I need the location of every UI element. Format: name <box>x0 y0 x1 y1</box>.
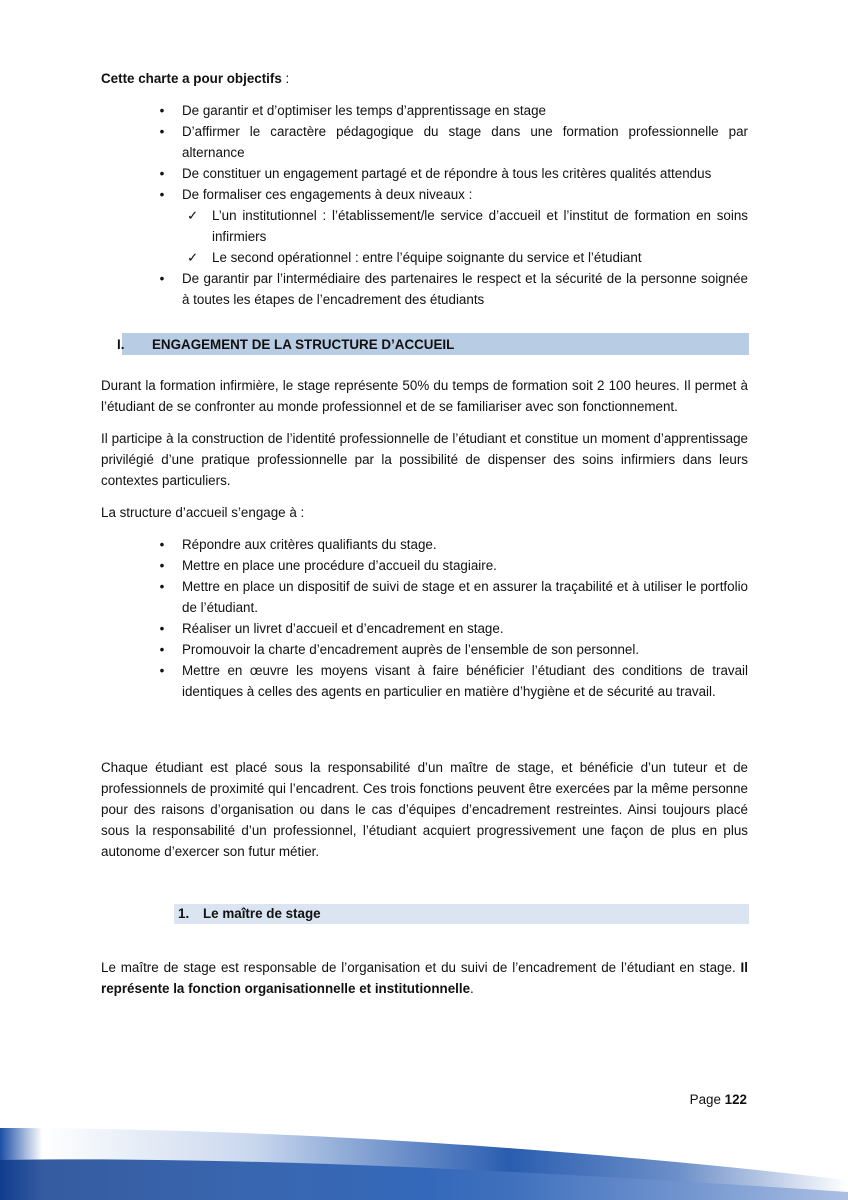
disc-bullet-icon: • <box>159 537 165 552</box>
subsection-body <box>101 957 748 999</box>
section-heading-number: I. <box>117 337 125 352</box>
sub-list-item <box>101 205 748 247</box>
disc-bullet-icon: • <box>159 621 165 636</box>
list-item <box>101 639 748 660</box>
objectives-intro-bold: Cette charte a pour objectifs <box>101 71 282 86</box>
subsection-heading-title: Le maître de stage <box>203 906 321 921</box>
page-label: Page <box>689 1092 721 1107</box>
list-item <box>101 576 748 618</box>
disc-bullet-icon: • <box>159 579 165 594</box>
list-item <box>101 555 748 576</box>
list-item-text: De garantir par l’intermédiaire des partenaires le respect et la sécurité de la personne soignée à toutes les étapes de l’encadrement des étudiants <box>182 271 748 307</box>
paragraph-end: . <box>470 981 474 996</box>
list-item-text: De constituer un engagement partagé et de répondre à tous les critères qualités attendus <box>182 166 712 181</box>
disc-bullet-icon: • <box>159 642 165 657</box>
objectives-block <box>101 68 748 310</box>
sub-list-item-text: Le second opérationnel : entre l’équipe soignante du service et l’étudiant <box>212 250 642 265</box>
list-item-text: Répondre aux critères qualifiants du stage. <box>182 537 437 552</box>
paragraph: Durant la formation infirmière, le stage représente 50% du temps de formation soit 2 100 heures. Il permet à l’étudiant de se confronter au monde professionnel et de se familiariser avec son fonctionnement. <box>101 378 748 414</box>
objectives-intro <box>101 68 748 89</box>
list-item-text: De formaliser ces engagements à deux niveaux : <box>182 187 473 202</box>
list-item <box>101 184 748 205</box>
paragraph: Chaque étudiant est placé sous la responsabilité d’un maître de stage, et bénéficie d’un tuteur et de professionnels de proximité qui l’encadrent. Ces trois fonctions peuvent être exercées par la même personne pour des raisons d’organisation ou dans le cas d’équipes d’encadrement restreintes. Ainsi toujours placé sous la responsabilité d’un professionnel, l’étudiant acquiert progressivement une façon de plus en plus autonome d’exercer son futur métier. <box>101 760 748 859</box>
disc-bullet-icon: • <box>159 124 165 139</box>
paragraph <box>101 957 748 999</box>
paragraph-bold-text: Il représente la fonction organisationnelle et institutionnelle <box>101 960 748 996</box>
disc-bullet-icon: • <box>159 663 165 678</box>
list-item-text: Mettre en œuvre les moyens visant à faire bénéficier l’étudiant des conditions de travail identiques à celles des agents en particulier en matière d’hygiène et de sécurité au travail. <box>182 663 748 699</box>
disc-bullet-icon: • <box>159 187 165 202</box>
list-item <box>101 618 748 639</box>
disc-bullet-icon: • <box>159 271 165 286</box>
section-body <box>101 375 748 702</box>
section-heading-title: ENGAGEMENT DE LA STRUCTURE D’ACCUEIL <box>152 337 455 352</box>
section-closing <box>101 757 748 862</box>
subsection-heading-number: 1. <box>178 906 190 921</box>
paragraph: La structure d’accueil s’engage à : <box>101 505 305 520</box>
page-number <box>690 1092 747 1107</box>
sub-list-item <box>101 247 748 268</box>
list-item-text: Promouvoir la charte d’encadrement auprès de l’ensemble de son personnel. <box>182 642 640 657</box>
list-item <box>101 121 748 163</box>
paragraph: Il participe à la construction de l’identité professionnelle de l’étudiant et constitue un moment d’apprentissage privilégié d’une pratique professionnelle par la possibilité de dispenser des soins infirmiers dans leurs contextes particuliers. <box>101 431 748 488</box>
paragraph-text: Le maître de stage est responsable de l’organisation et du suivi de l’encadrement de l’étudiant en stage. <box>101 960 741 975</box>
list-item-text: Mettre en place une procédure d’accueil du stagiaire. <box>182 558 497 573</box>
list-item-text: De garantir et d’optimiser les temps d’apprentissage en stage <box>182 103 546 118</box>
list-item-text: Mettre en place un dispositif de suivi de stage et en assurer la traçabilité et à utiliser le portfolio de l’étudiant. <box>182 579 748 615</box>
objectives-intro-rest: : <box>281 71 290 86</box>
list-item-text: D’affirmer le caractère pédagogique du stage dans une formation professionnelle par alternance <box>182 124 748 160</box>
checkmark-icon: ✓ <box>187 208 199 223</box>
list-item <box>101 660 748 702</box>
checkmark-icon: ✓ <box>187 250 199 265</box>
list-item <box>101 100 748 121</box>
list-item <box>101 534 748 555</box>
page-number-value: 122 <box>724 1092 747 1107</box>
list-item <box>101 163 748 184</box>
disc-bullet-icon: • <box>159 166 165 181</box>
footer-wave-decoration <box>0 1120 848 1200</box>
disc-bullet-icon: • <box>159 558 165 573</box>
list-item <box>101 268 748 310</box>
list-item-text: Réaliser un livret d’accueil et d’encadrement en stage. <box>182 621 504 636</box>
sub-list-item-text: L’un institutionnel : l’établissement/le service d’accueil et l’institut de formation en soins infirmiers <box>212 208 748 244</box>
disc-bullet-icon: • <box>159 103 165 118</box>
